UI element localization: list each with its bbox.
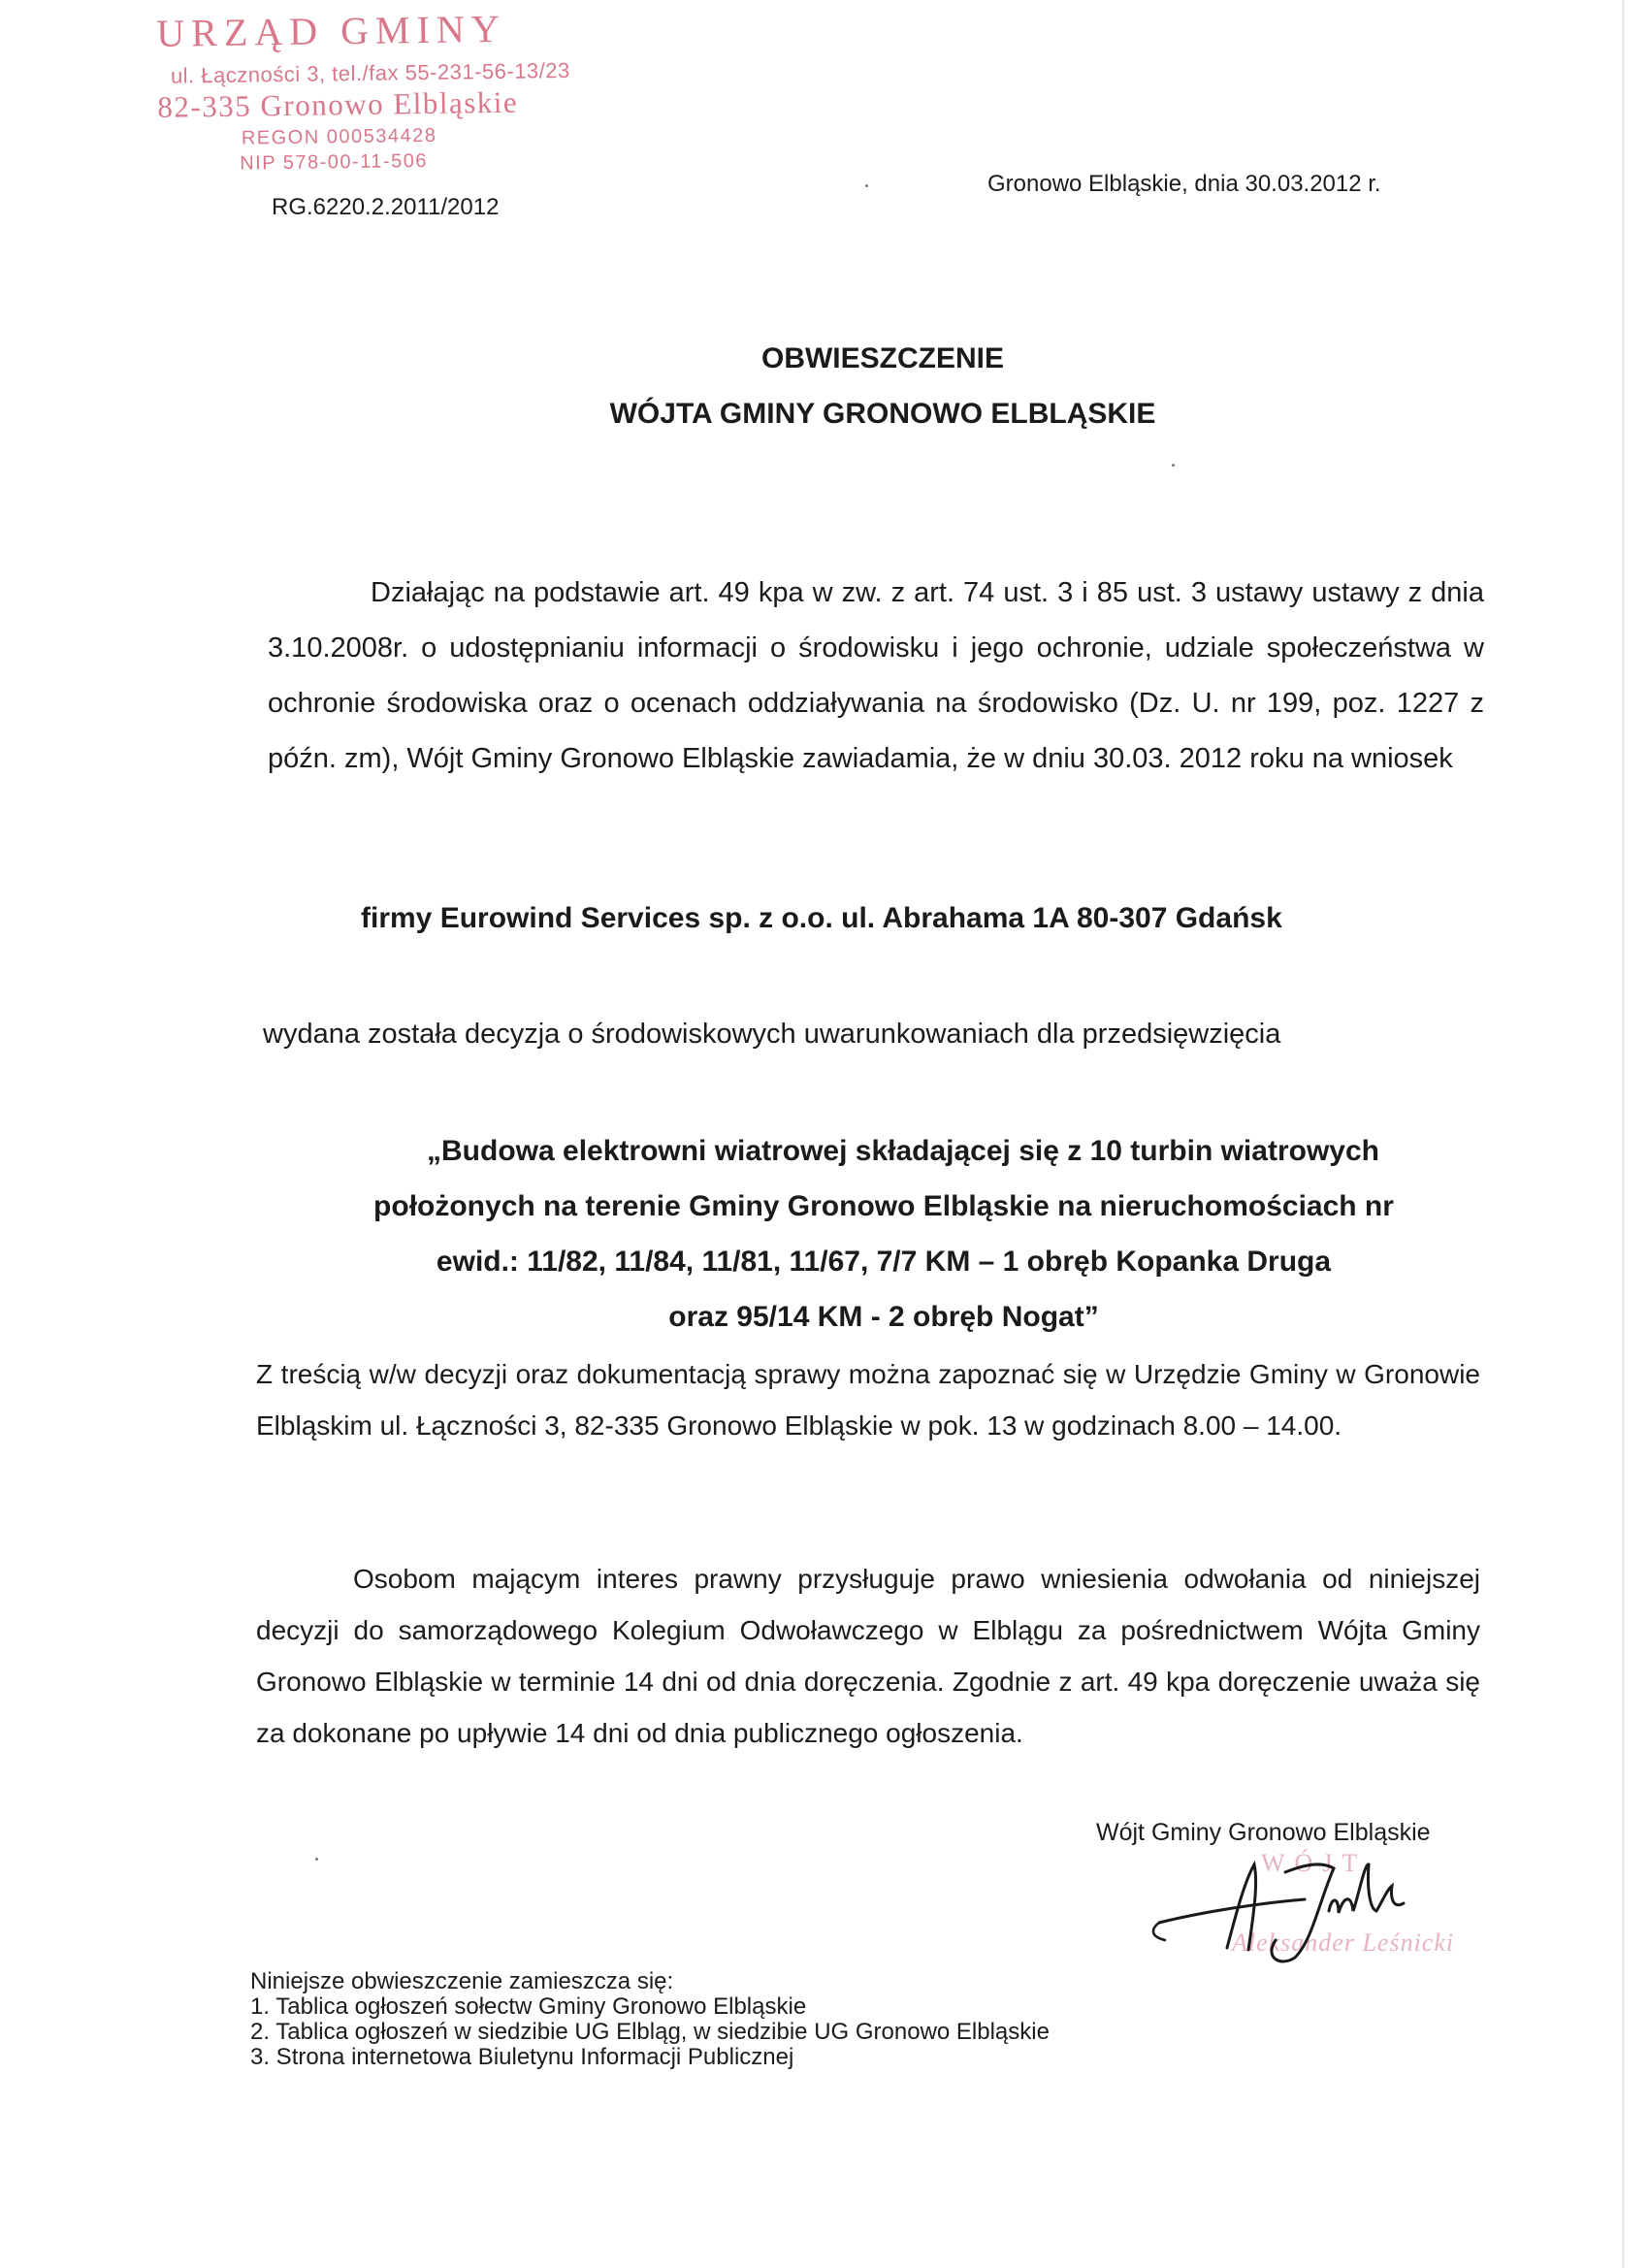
handwritten-signature (1140, 1843, 1508, 1979)
scan-speck (1172, 464, 1175, 467)
stamp-line-2: ul. Łączności 3, tel./fax 55-231-56-13/23 (170, 57, 570, 88)
document-title: OBWIESZCZENIE (760, 342, 1004, 374)
applicant-company: firmy Eurowind Services sp. z o.o. ul. Abrahama 1A 80-307 Gdańsk (361, 902, 1282, 934)
office-stamp (150, 5, 570, 175)
scan-speck (315, 1858, 318, 1861)
reference-number: RG.6220.2.2011/2012 (272, 194, 500, 220)
document-date: Gronowo Elbląskie, dnia 30.03.2012 r. (987, 171, 1381, 197)
scan-edge (1622, 0, 1625, 2268)
signature-stamp-title: WÓJT (1261, 1849, 1368, 1877)
stamp-line-4: REGON 000534428 (241, 124, 437, 149)
stamp-line-3: 82-335 Gronowo Elbląskie (157, 84, 519, 124)
project-line: położonych na terenie Gminy Gronowo Elbląskie na nieruchomościach nr (373, 1190, 1394, 1222)
stamp-line-5: NIP 578-00-11-506 (240, 149, 429, 175)
stamp-line-1: URZĄD GMINY (156, 6, 506, 55)
scan-speck (865, 184, 868, 187)
distribution-heading: Niniejsze obwieszczenie zamieszcza się: (250, 1968, 674, 1994)
distribution-item: 1. Tablica ogłoszeń sołectw Gminy Gronowo Elbląskie (250, 1993, 807, 2020)
info-paragraph (256, 1348, 1480, 1451)
appeal-text: Osobom mającym interes prawny przysługuje prawo wniesienia odwołania od niniejszej decyzji do samorządowego Kolegium Odwoławczego w Elblągu za pośrednictwem Wójta Gminy Gronowo Elbląskie w terminie 14 dni od dnia doręczenia. Zgodnie z art. 49 kpa doręczenie uważa się za dokonane po upływie 14 dni od dnia publicznego ogłoszenia. (256, 1564, 1480, 1748)
intro-paragraph (268, 566, 1484, 787)
distribution-item: 3. Strona internetowa Biuletynu Informacji Publicznej (250, 2044, 794, 2070)
distribution-item: 2. Tablica ogłoszeń w siedzibie UG Elbląg, w siedzibie UG Gronowo Elbląskie (250, 2019, 1050, 2045)
decision-statement: wydana została decyzja o środowiskowych uwarunkowaniach dla przedsięwzięcia (263, 1019, 1281, 1050)
distribution-list (250, 1969, 1050, 2070)
project-line: ewid.: 11/82, 11/84, 11/81, 11/67, 7/7 KM – 1 obręb Kopanka Druga (436, 1246, 1332, 1278)
signature-drawing (1140, 1843, 1508, 1979)
signer-title: Wójt Gminy Gronowo Elbląskie (1096, 1819, 1431, 1846)
project-title (272, 1123, 1496, 1345)
signature-stamp-name: Aleksander Leśnicki (1232, 1928, 1455, 1957)
intro-text: Działając na podstawie art. 49 kpa w zw. z art. 74 ust. 3 i 85 ust. 3 ustawy ustawy z dnia 3.10.2008r. o udostępnianiu informacji o środowisku i jego ochronie, udziale społeczeństwa w ochronie środowiska oraz o ocenach oddziaływania na środowisko (Dz. U. nr 199, poz. 1227 z późn. zm), Wójt Gminy Gronowo Elbląskie zawiadamia, że w dniu 30.03. 2012 roku na wniosek (268, 577, 1484, 774)
document-subtitle: WÓJTA GMINY GRONOWO ELBLĄSKIE (609, 398, 1156, 430)
project-line: oraz 95/14 KM - 2 obręb Nogat” (668, 1301, 1099, 1333)
appeal-paragraph (256, 1553, 1480, 1759)
project-line: „Budowa elektrowni wiatrowej składającej się z 10 turbin wiatrowych (427, 1135, 1379, 1167)
info-text: Z treścią w/w decyzji oraz dokumentacją sprawy można zapoznać się w Urzędzie Gminy w Gronowie Elbląskim ul. Łączności 3, 82-335 Gronowo Elbląskie w pok. 13 w godzinach 8.00 – 14.00. (256, 1359, 1480, 1441)
